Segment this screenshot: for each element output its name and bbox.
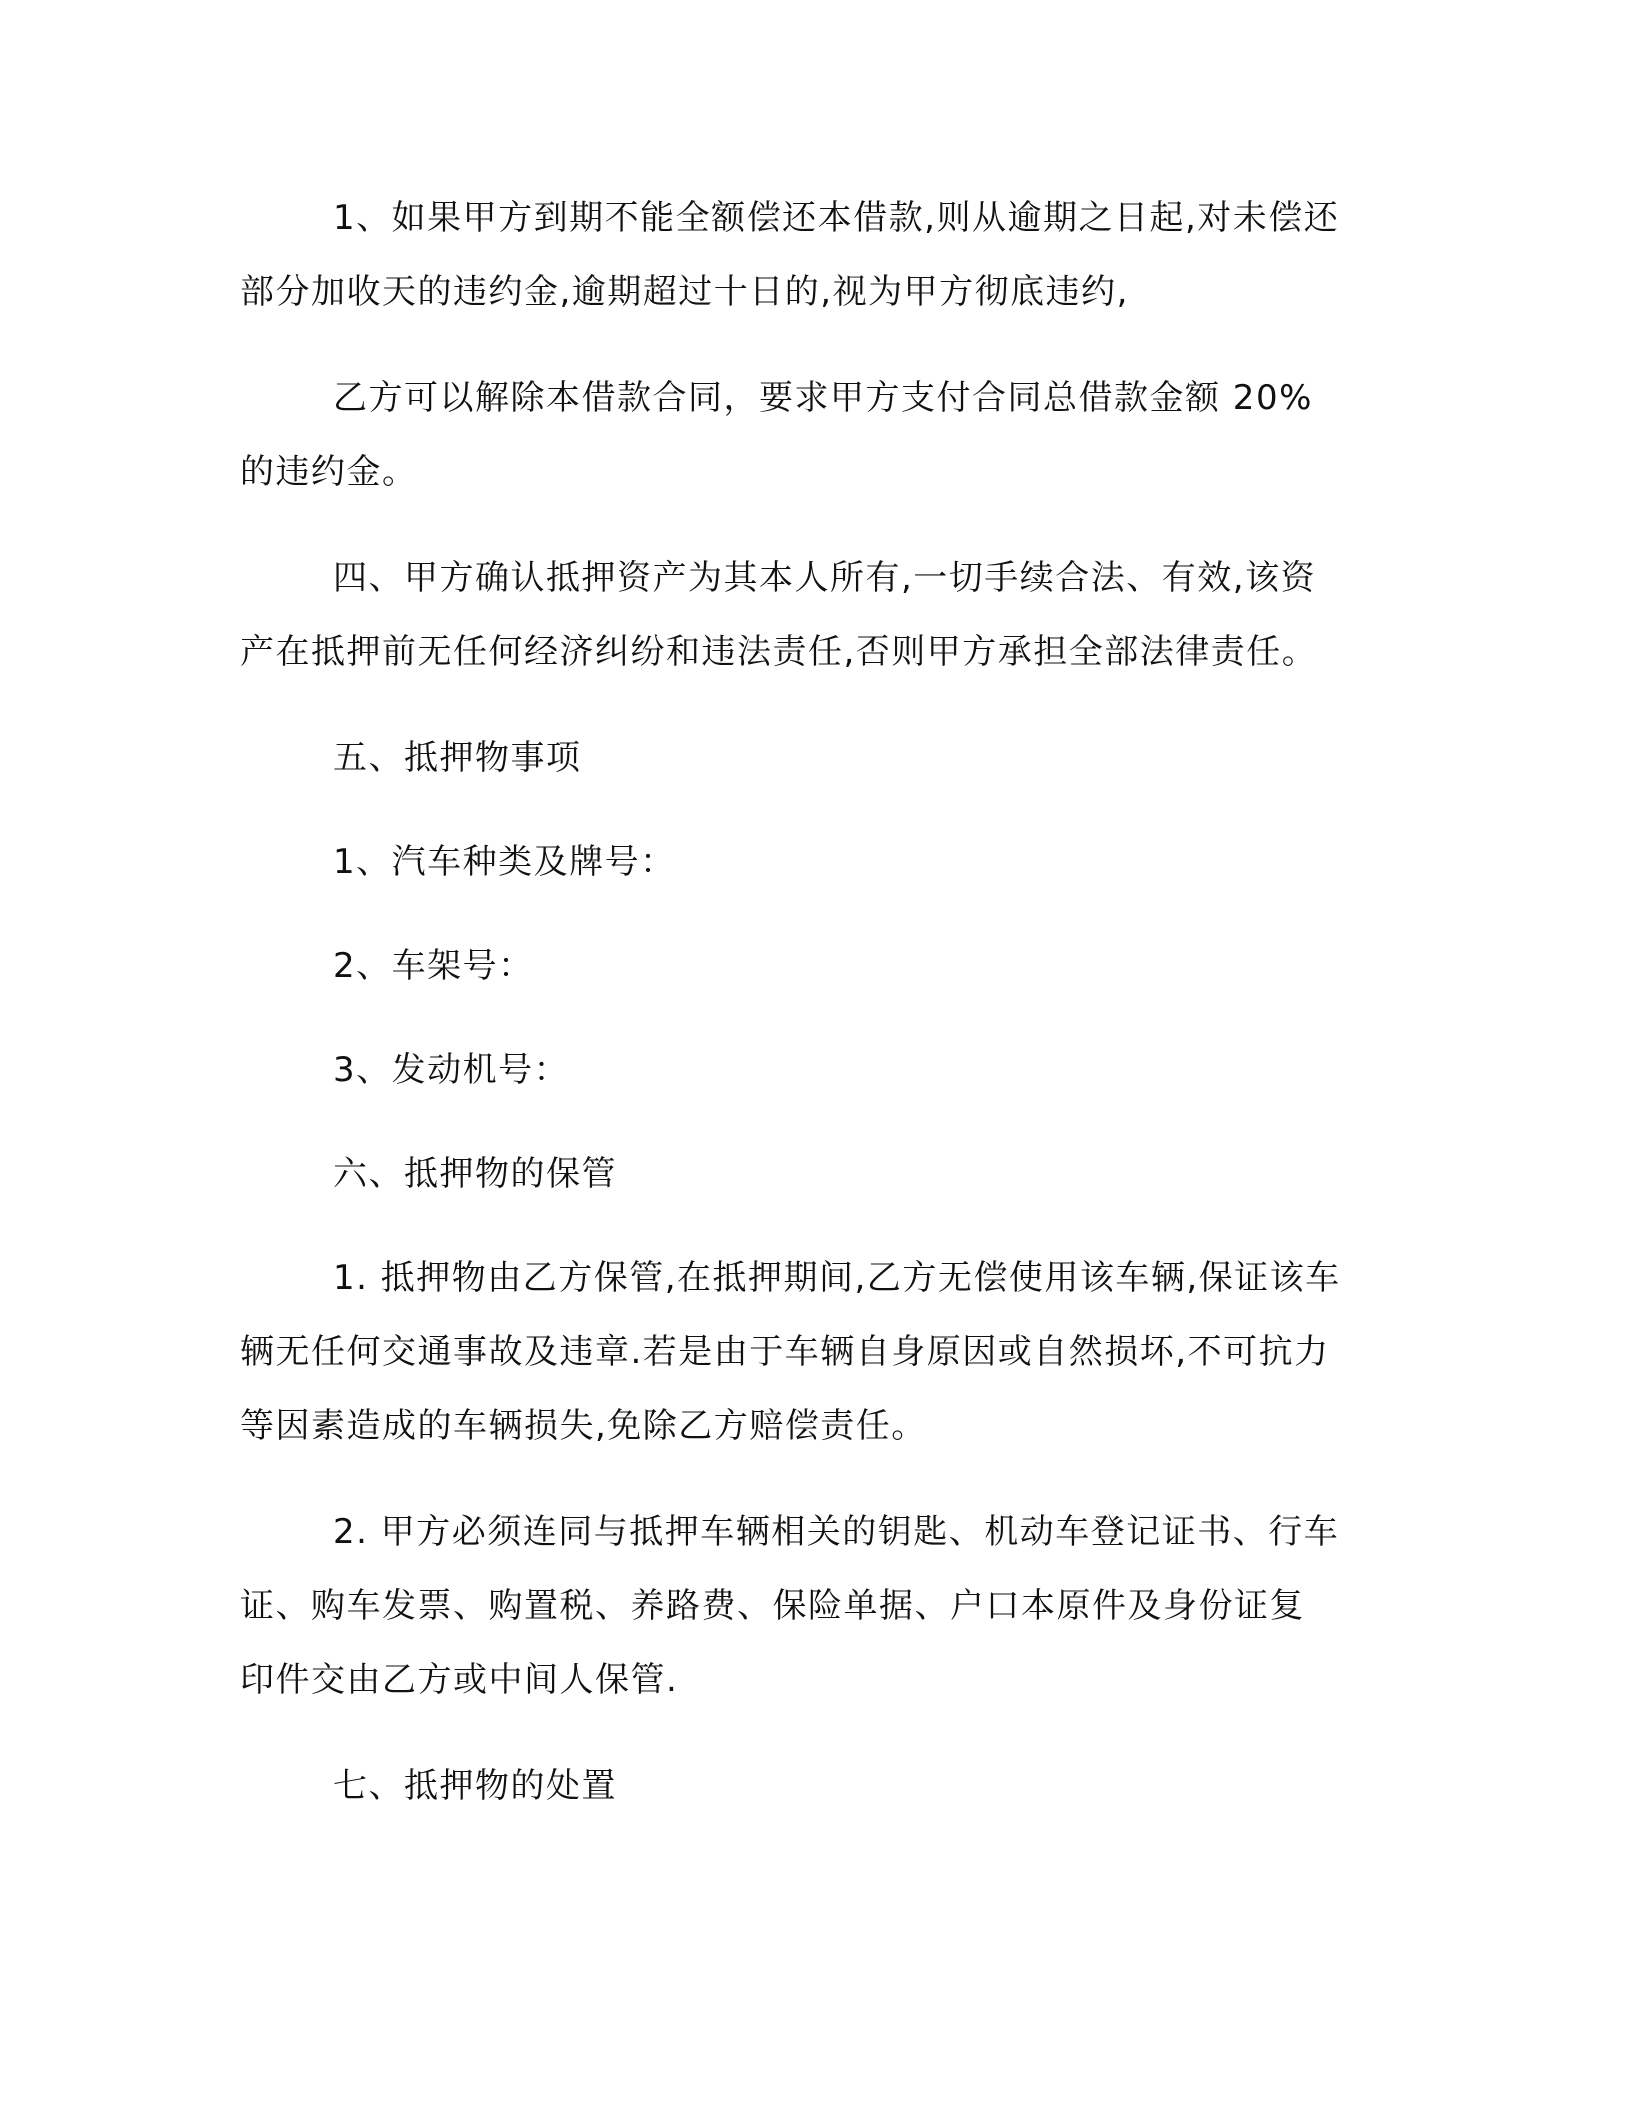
item-vehicle-type: 1、汽车种类及牌号： <box>333 842 676 882</box>
clause-1-line-1: 1、如果甲方到期不能全额偿还本借款,则从逾期之日起,对未偿还 <box>333 198 1340 238</box>
item-engine-number: 3、发动机号： <box>333 1050 570 1090</box>
section-6-item-1-line-2: 辆无任何交通事故及违章.若是由于车辆自身原因或自然损坏,不可抗力 <box>240 1332 1330 1372</box>
section-5-heading: 五、抵押物事项 <box>333 738 582 778</box>
section-6-item-2-line-3: 印件交由乙方或中间人保管. <box>240 1660 679 1700</box>
section-7-heading: 七、抵押物的处置 <box>333 1766 617 1806</box>
section-4-line-1: 四、甲方确认抵押资产为其本人所有,一切手续合法、有效,该资 <box>333 558 1317 598</box>
clause-1-cont-line-1: 乙方可以解除本借款合同，要求甲方支付合同总借款金额 20% <box>333 378 1313 418</box>
item-frame-number: 2、车架号： <box>333 946 534 986</box>
section-6-item-1-line-1: 1. 抵押物由乙方保管,在抵押期间,乙方无偿使用该车辆,保证该车 <box>333 1258 1341 1298</box>
section-6-item-1-line-3: 等因素造成的车辆损失,免除乙方赔偿责任。 <box>240 1406 927 1446</box>
clause-1-cont-line-2: 的违约金。 <box>240 452 418 492</box>
clause-1-line-2: 部分加收天的违约金,逾期超过十日的,视为甲方彻底违约, <box>240 272 1129 312</box>
section-6-item-2-line-1: 2. 甲方必须连同与抵押车辆相关的钥匙、机动车登记证书、行车 <box>333 1512 1340 1552</box>
section-6-item-2-line-2: 证、购车发票、购置税、养路费、保险单据、户口本原件及身份证复 <box>240 1586 1305 1626</box>
section-4-line-2: 产在抵押前无任何经济纠纷和违法责任,否则甲方承担全部法律责任。 <box>240 632 1318 672</box>
section-6-heading: 六、抵押物的保管 <box>333 1154 617 1194</box>
